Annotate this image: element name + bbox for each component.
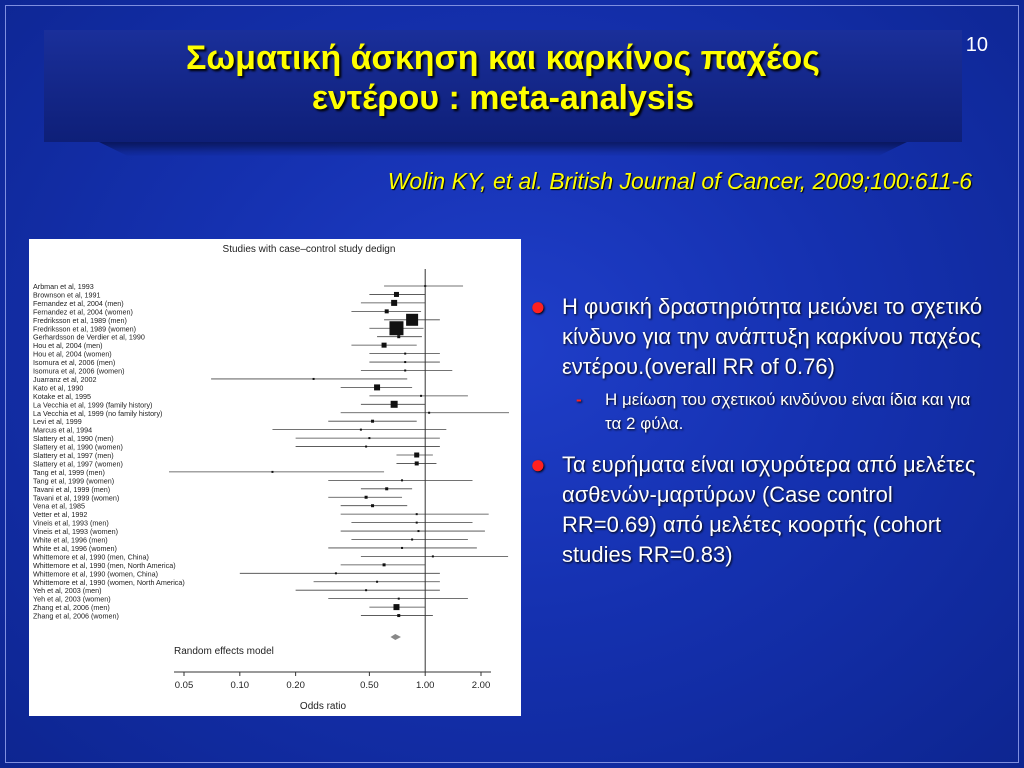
estimate-square	[404, 370, 406, 372]
study-label: Kotake et al, 1995	[33, 391, 91, 401]
bullet-1	[530, 292, 990, 382]
estimate-square	[368, 437, 370, 439]
x-axis-label: Odds ratio	[299, 701, 347, 712]
subbullet-1-text: Η μείωση του σχετικού κινδύνου είναι ίδια και για τα 2 φύλα.	[605, 390, 971, 433]
study-label: Vena et al, 1985	[33, 501, 85, 511]
bullet-1-text: Η φυσική δραστηριότητα μειώνει το σχετικό κίνδυνο για την ανάπτυξη καρκίνου παχέος εντέρου.(overall RR of 0.76)	[562, 294, 983, 379]
estimate-square	[391, 300, 397, 306]
estimate-square	[415, 461, 419, 465]
study-label: Fernandez et al, 2004 (men)	[33, 298, 124, 308]
study-label: Tang et al, 1999 (women)	[33, 476, 115, 486]
estimate-square	[398, 598, 400, 600]
study-label: Yeh et al, 2003 (women)	[33, 594, 111, 604]
study-label: White et al, 1996 (women)	[33, 543, 117, 553]
study-label: White et al, 1996 (men)	[33, 535, 108, 545]
study-label: Fredriksson et al, 1989 (women)	[33, 324, 137, 334]
estimate-square	[389, 321, 403, 335]
summary-label: Random effects model	[174, 646, 274, 657]
study-label: Vetter et al, 1992	[33, 510, 88, 520]
estimate-square	[404, 353, 406, 355]
estimate-square	[393, 604, 399, 610]
bullet-2	[530, 450, 990, 570]
summary-diamond	[391, 634, 401, 640]
study-label: Slattery et al, 1997 (men)	[33, 451, 114, 460]
study-label: Zhang et al, 2006 (men)	[33, 603, 110, 613]
study-label: Slattery et al, 1990 (men)	[33, 434, 114, 444]
estimate-square	[371, 420, 374, 423]
slide-title	[44, 38, 962, 118]
estimate-square	[376, 581, 378, 583]
study-label: Juarranz et al, 2002	[33, 374, 97, 384]
bullet-2-text: Τα ευρήματα είναι ισχυρότερα από μελέτες ασθενών-μαρτύρων (Case control RR=0.69) από μελέτες κοορτής (cohort studies RR=0.83)	[562, 452, 976, 567]
estimate-square	[404, 361, 406, 363]
chart-title: Studies with case–control study dedign	[222, 244, 396, 255]
study-label: Levi et al, 1999	[33, 417, 82, 427]
citation: Wolin KY, et al. British Journal of Cancer, 2009;100:611-6	[387, 168, 972, 194]
study-label: Yeh et al, 2003 (men)	[33, 586, 102, 596]
x-tick-label: 0.50	[360, 680, 379, 691]
study-label: Whittemore et al, 1990 (women, China)	[33, 569, 159, 579]
x-tick-label: 0.10	[230, 680, 250, 691]
estimate-square	[360, 429, 362, 431]
estimate-square	[432, 555, 434, 557]
estimate-square	[365, 496, 368, 499]
estimate-square	[313, 378, 315, 380]
x-tick-label: 1.00	[415, 680, 435, 691]
estimate-square	[385, 309, 389, 313]
study-label: La Vecchia et al, 1999 (no family history)	[33, 408, 163, 418]
study-label: Isomura et al, 2006 (women)	[33, 366, 125, 376]
estimate-square	[391, 401, 398, 408]
study-label: Slattery et al, 1997 (women)	[33, 459, 123, 469]
study-label: Hou et al, 2004 (men)	[33, 341, 103, 351]
estimate-square	[271, 471, 273, 473]
forest-plot	[29, 239, 521, 716]
estimate-square	[416, 522, 418, 524]
estimate-square	[383, 563, 386, 566]
study-label: Whittemore et al, 1990 (women, North America)	[33, 577, 185, 587]
estimate-square	[365, 589, 367, 591]
title-line-2: εντέρου : meta-analysis	[311, 79, 695, 117]
estimate-square	[411, 539, 413, 541]
estimate-square	[374, 384, 380, 390]
study-label: Arbman et al, 1993	[33, 282, 94, 291]
study-label: Kato et al, 1990	[33, 383, 84, 393]
study-label: Hou et al, 2004 (women)	[33, 349, 112, 359]
study-label: Fernandez et al, 2004 (women)	[33, 307, 133, 317]
study-label: Slattery et al, 1990 (women)	[33, 442, 123, 452]
study-label: Vineis et al, 1993 (men)	[33, 518, 109, 528]
estimate-square	[365, 446, 367, 448]
estimate-square	[406, 314, 418, 326]
estimate-square	[414, 453, 419, 458]
subbullet-1	[530, 388, 990, 436]
study-label: Fredriksson et al, 1989 (men)	[33, 315, 127, 325]
study-label: Whittemore et al, 1990 (men, North America)	[33, 560, 176, 570]
study-label: Vineis et al, 1993 (women)	[33, 527, 118, 537]
study-label: Whittemore et al, 1990 (men, China)	[33, 552, 149, 562]
dash-marker-icon: -	[576, 390, 582, 409]
estimate-square	[401, 547, 403, 549]
estimate-square	[397, 335, 400, 338]
estimate-square	[428, 412, 430, 414]
estimate-square	[335, 572, 337, 574]
bullet-list	[530, 292, 990, 580]
estimate-square	[416, 513, 418, 515]
estimate-square	[371, 504, 374, 507]
estimate-square	[385, 487, 388, 490]
x-tick-label: 0.05	[174, 680, 194, 691]
estimate-square	[420, 395, 422, 397]
slide-number: 10	[965, 34, 988, 56]
estimate-square	[401, 479, 403, 481]
forest-plot-svg	[29, 239, 521, 716]
x-tick-label: 2.00	[471, 680, 491, 691]
study-label: Isomura et al, 2006 (men)	[33, 358, 116, 368]
x-tick-label: 0.20	[286, 680, 305, 691]
study-label: Marcus et al, 1994	[33, 425, 93, 435]
title-line-1: Σωματική άσκηση και καρκίνος παχέος	[186, 39, 820, 77]
estimate-square	[417, 530, 419, 532]
study-label: Tang et al, 1999 (men)	[33, 467, 105, 477]
bullet-marker-icon: ●	[530, 449, 546, 479]
study-label: Tavani et al, 1999 (women)	[33, 493, 120, 503]
study-label: Zhang et al, 2006 (women)	[33, 611, 119, 621]
study-label: Gerhardsson de Verdier et al, 1990	[33, 332, 145, 342]
study-label: Tavani et al, 1999 (men)	[33, 484, 111, 494]
estimate-square	[382, 343, 387, 348]
estimate-square	[397, 614, 400, 617]
estimate-square	[394, 292, 399, 297]
bullet-marker-icon: ●	[530, 291, 546, 321]
study-label: La Vecchia et al, 1999 (family history)	[33, 400, 153, 410]
study-label: Brownson et al, 1991	[33, 290, 101, 300]
